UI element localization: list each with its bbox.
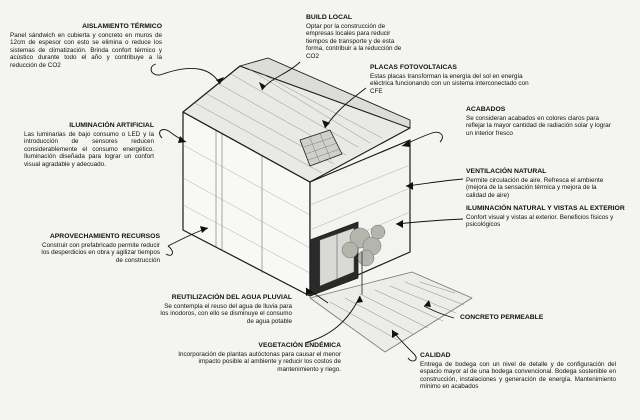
annotation-title: VEGETACIÓN ENDÉMICA xyxy=(258,342,341,349)
annotation-title: ILUMINACIÓN ARTIFICIAL xyxy=(69,122,154,129)
annotation-text: Incorporación de plantas autóctonas para causar el menor impacto posible al ambiente y reducir los costos de mantenimiento y riego. xyxy=(178,350,341,373)
annotation-text: Las luminarias de bajo consumo o LED y la introducción de sensores reducen considerablemente el consumo energético. Iluminación diseñada para lograr un confort visual agradable y adecuado. xyxy=(24,130,154,168)
annotation-placas xyxy=(370,64,530,95)
leader-ventilacion xyxy=(406,179,463,186)
annotation-title: PLACAS FOTOVOLTAICAS xyxy=(370,64,457,71)
annotation-title: REUTILIZACIÓN DEL AGUA PLUVIAL xyxy=(171,294,292,301)
annotation-text: Se consideran acabados en colores claros para reflejar la mayor cantidad de radiación solar y lograr un interior fresco xyxy=(466,114,611,137)
annotation-text: Estas placas transforman la energía del sol en energía eléctrica funcionando con un sistema interconectado con CFE xyxy=(370,72,529,95)
annotation-text: Optar por la construcción de empresas locales para reducir tiempos de transporte y de esta forma, contribuir a la reducción de CO2 xyxy=(306,22,402,60)
annotation-title: ACABADOS xyxy=(466,106,506,113)
annotation-title: VENTILACIÓN NATURAL xyxy=(466,168,547,175)
annotation-text: Construir con prefabricado permite reducir los desperdicios en obra y agilizar tiempos de construcción xyxy=(41,241,160,264)
annotation-concreto xyxy=(460,314,580,323)
annotation-text: Permite circulación de aire. Refresca el ambiente (mejora de la sensación térmica y mejora de la calidad de aire) xyxy=(466,176,604,199)
annotation-calidad xyxy=(420,352,616,391)
annotation-text: Confort visual y vistas al exterior. Beneficios físicos y psicológicos xyxy=(466,213,614,229)
annotation-title: AISLAMIENTO TÉRMICO xyxy=(82,23,162,30)
annotation-text: Se contempla el reuso del agua de lluvia para los inodoros, con ello se disminuye el consumo de agua potable xyxy=(160,302,292,325)
annotation-aprovechamiento xyxy=(38,233,160,264)
annotation-iluminacion-artificial xyxy=(24,122,154,169)
annotation-iluminacion-natural xyxy=(466,205,626,229)
annotation-build-local xyxy=(306,14,410,61)
annotation-title: APROVECHAMIENTO RECURSOS xyxy=(49,233,160,240)
annotation-aislamiento xyxy=(10,23,162,70)
annotation-title: CONCRETO PERMEABLE xyxy=(460,314,544,321)
annotation-title: ILUMINACIÓN NATURAL Y VISTAS AL EXTERIOR xyxy=(466,205,625,212)
leader-aislamiento xyxy=(160,68,220,84)
annotation-ventilacion xyxy=(466,168,618,199)
annotation-text: Panel sándwich en cubierta y concreto en muros de 12cm de espesor con esto se elimina o reduce los sistemas de climatización. Brinda confort térmico y acústico durante todo el año y contribuye a la reducción de CO2 xyxy=(10,31,162,69)
annotation-agua xyxy=(158,294,292,325)
annotation-text: Entrega de bodega con un nivel de detalle y de configuración del espacio mayor al de una bodega convencional. Bodega sostenible en construcción, instalaciones y generación de energía. Mantenimiento mínimo en acabados xyxy=(420,360,616,391)
annotation-title: CALIDAD xyxy=(420,352,451,359)
annotation-vegetacion xyxy=(176,342,341,373)
annotation-acabados xyxy=(466,106,618,137)
annotation-title: BUILD LOCAL xyxy=(306,14,353,21)
